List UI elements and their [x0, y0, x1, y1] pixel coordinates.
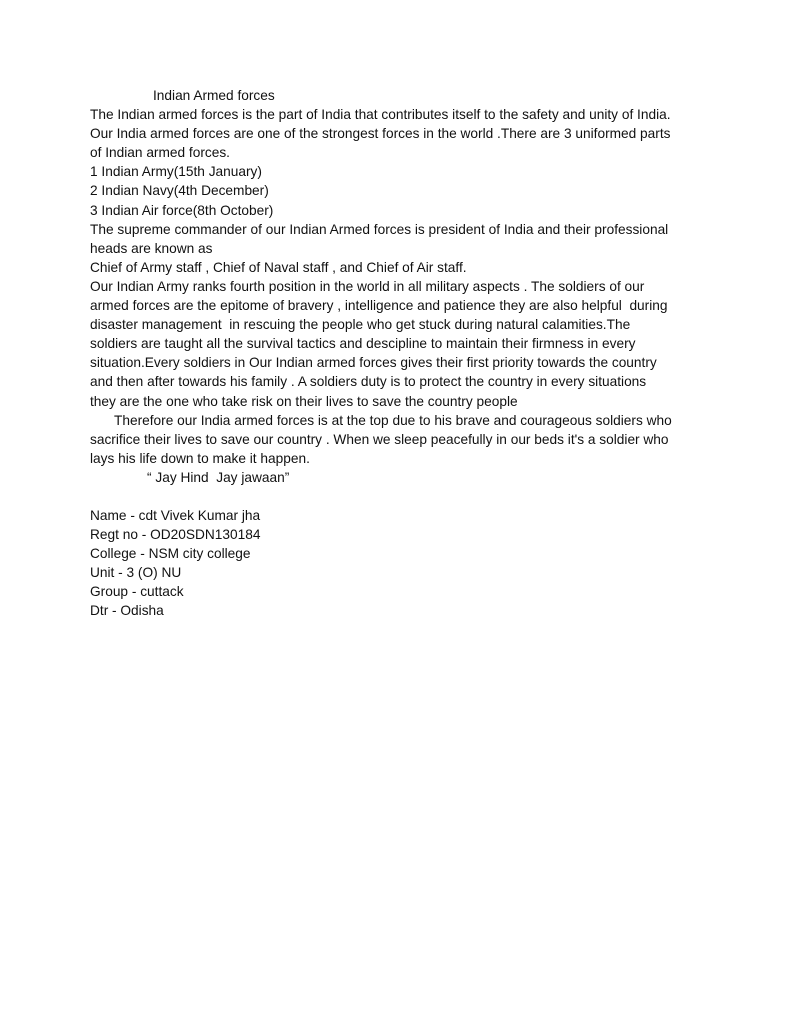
army-line: disaster management in rescuing the people who get stuck during natural calamities.The	[90, 317, 631, 333]
army-line: and then after towards his family . A soldiers duty is to protect the country in every situations	[90, 374, 647, 390]
army-line: soldiers are taught all the survival tactics and descipline to maintain their firmness in every	[90, 336, 636, 352]
army-line: situation.Every soldiers in Our Indian armed forces gives their first priority towards the country	[90, 355, 657, 371]
signature-dtr: Dtr - Odisha	[90, 603, 164, 619]
army-line: armed forces are the epitome of bravery , intelligence and patience they are also helpful during	[90, 298, 668, 314]
commander-paragraph	[90, 220, 710, 277]
commander-line: heads are known as	[90, 240, 213, 256]
spacer	[90, 487, 710, 506]
signature-name: Name - cdt Vivek Kumar jha	[90, 507, 261, 523]
signature-block	[90, 506, 710, 621]
forces-list	[90, 162, 710, 219]
document-page	[90, 86, 710, 621]
commander-line: Chief of Army staff , Chief of Naval staff , and Chief of Air staff.	[90, 259, 467, 275]
signature-unit: Unit - 3 (O) NU	[90, 565, 182, 581]
signature-regt: Regt no - OD20SDN130184	[90, 527, 261, 543]
list-item: 2 Indian Navy(4th December)	[90, 183, 269, 199]
intro-line: Our India armed forces are one of the strongest forces in the world .There are 3 uniformed parts	[90, 126, 671, 142]
signature-group: Group - cuttack	[90, 584, 184, 600]
list-item: 1 Indian Army(15th January)	[90, 164, 262, 180]
conclusion-paragraph	[90, 411, 710, 468]
intro-line: of Indian armed forces.	[90, 145, 230, 161]
army-line: Our Indian Army ranks fourth position in the world in all military aspects . The soldiers of our	[90, 278, 645, 294]
slogan: “ Jay Hind Jay jawaan”	[147, 469, 290, 485]
conclusion-line: Therefore our India armed forces is at the top due to his brave and courageous soldiers who	[114, 412, 672, 428]
intro-paragraph	[90, 105, 710, 162]
commander-line: The supreme commander of our Indian Armed forces is president of India and their professional	[90, 221, 669, 237]
intro-line: The Indian armed forces is the part of India that contributes itself to the safety and unity of India.	[90, 107, 671, 123]
army-line: they are the one who take risk on their lives to save the country people	[90, 393, 518, 409]
army-paragraph	[90, 277, 710, 411]
conclusion-line: sacrifice their lives to save our country . When we sleep peacefully in our beds it's a soldier who	[90, 431, 669, 447]
signature-college: College - NSM city college	[90, 546, 251, 562]
document-title: Indian Armed forces	[153, 88, 275, 103]
list-item: 3 Indian Air force(8th October)	[90, 202, 274, 218]
conclusion-line: lays his life down to make it happen.	[90, 450, 310, 466]
